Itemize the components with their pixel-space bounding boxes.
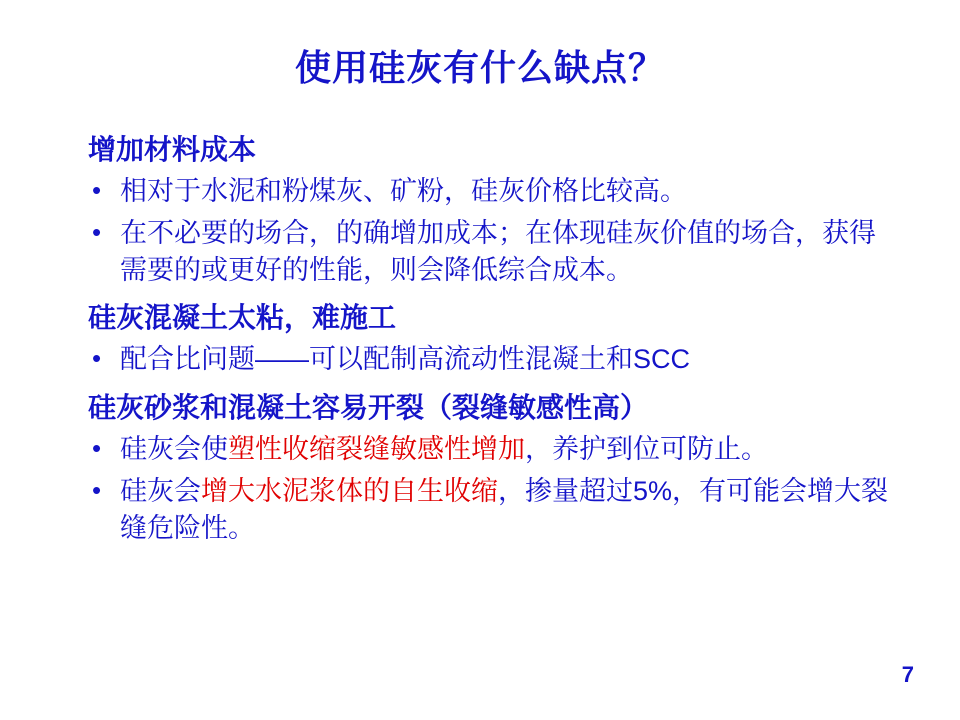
slide-body [88, 132, 900, 552]
text-run: 配合比问题——可以配制高流动性混凝土和SCC [120, 344, 691, 375]
list-item-text [120, 431, 900, 467]
section-heading-2: 硅灰混凝土太粘，难施工 [88, 302, 397, 334]
list-item-text [120, 173, 900, 209]
list-item [88, 431, 900, 467]
page-title: 使用硅灰有什么缺点？ [294, 47, 665, 88]
bullet-marker-icon: • [92, 175, 102, 205]
list-item-text [120, 341, 900, 377]
text-run: 硅灰会 [120, 476, 201, 507]
text-run-highlight: 增大水泥浆体的自生收缩 [201, 476, 498, 507]
list-item [88, 341, 900, 377]
section-heading-3: 硅灰砂浆和混凝土容易开裂（裂缝敏感性高） [88, 391, 649, 423]
page-number: 7 [901, 662, 914, 687]
bullet-marker-icon: • [92, 343, 102, 374]
list-item [88, 173, 900, 209]
text-run: ，掺量超过5%，有可能会增大裂缝危险性。 [120, 476, 889, 543]
text-run: 相对于水泥和粉煤灰、矿粉，硅灰价格比较高。 [120, 176, 687, 206]
text-run: 硅灰会使 [120, 433, 228, 464]
text-run: 在不必要的场合，的确增加成本；在体现硅灰价值的场合，获得需要的或更好的性能，则会降低综合成本。 [120, 218, 876, 285]
list-item [88, 215, 900, 288]
bullet-marker-icon: • [92, 432, 102, 463]
list-item [88, 473, 900, 546]
list-item-text [120, 215, 900, 288]
bullet-marker-icon: • [92, 217, 102, 248]
section-heading-1: 增加材料成本 [88, 134, 257, 165]
text-run-highlight: 塑性收缩裂缝敏感性增加 [228, 433, 525, 464]
text-run: ，养护到位可防止。 [525, 433, 768, 464]
bullet-marker-icon: • [92, 475, 102, 506]
list-item-text [120, 473, 900, 546]
